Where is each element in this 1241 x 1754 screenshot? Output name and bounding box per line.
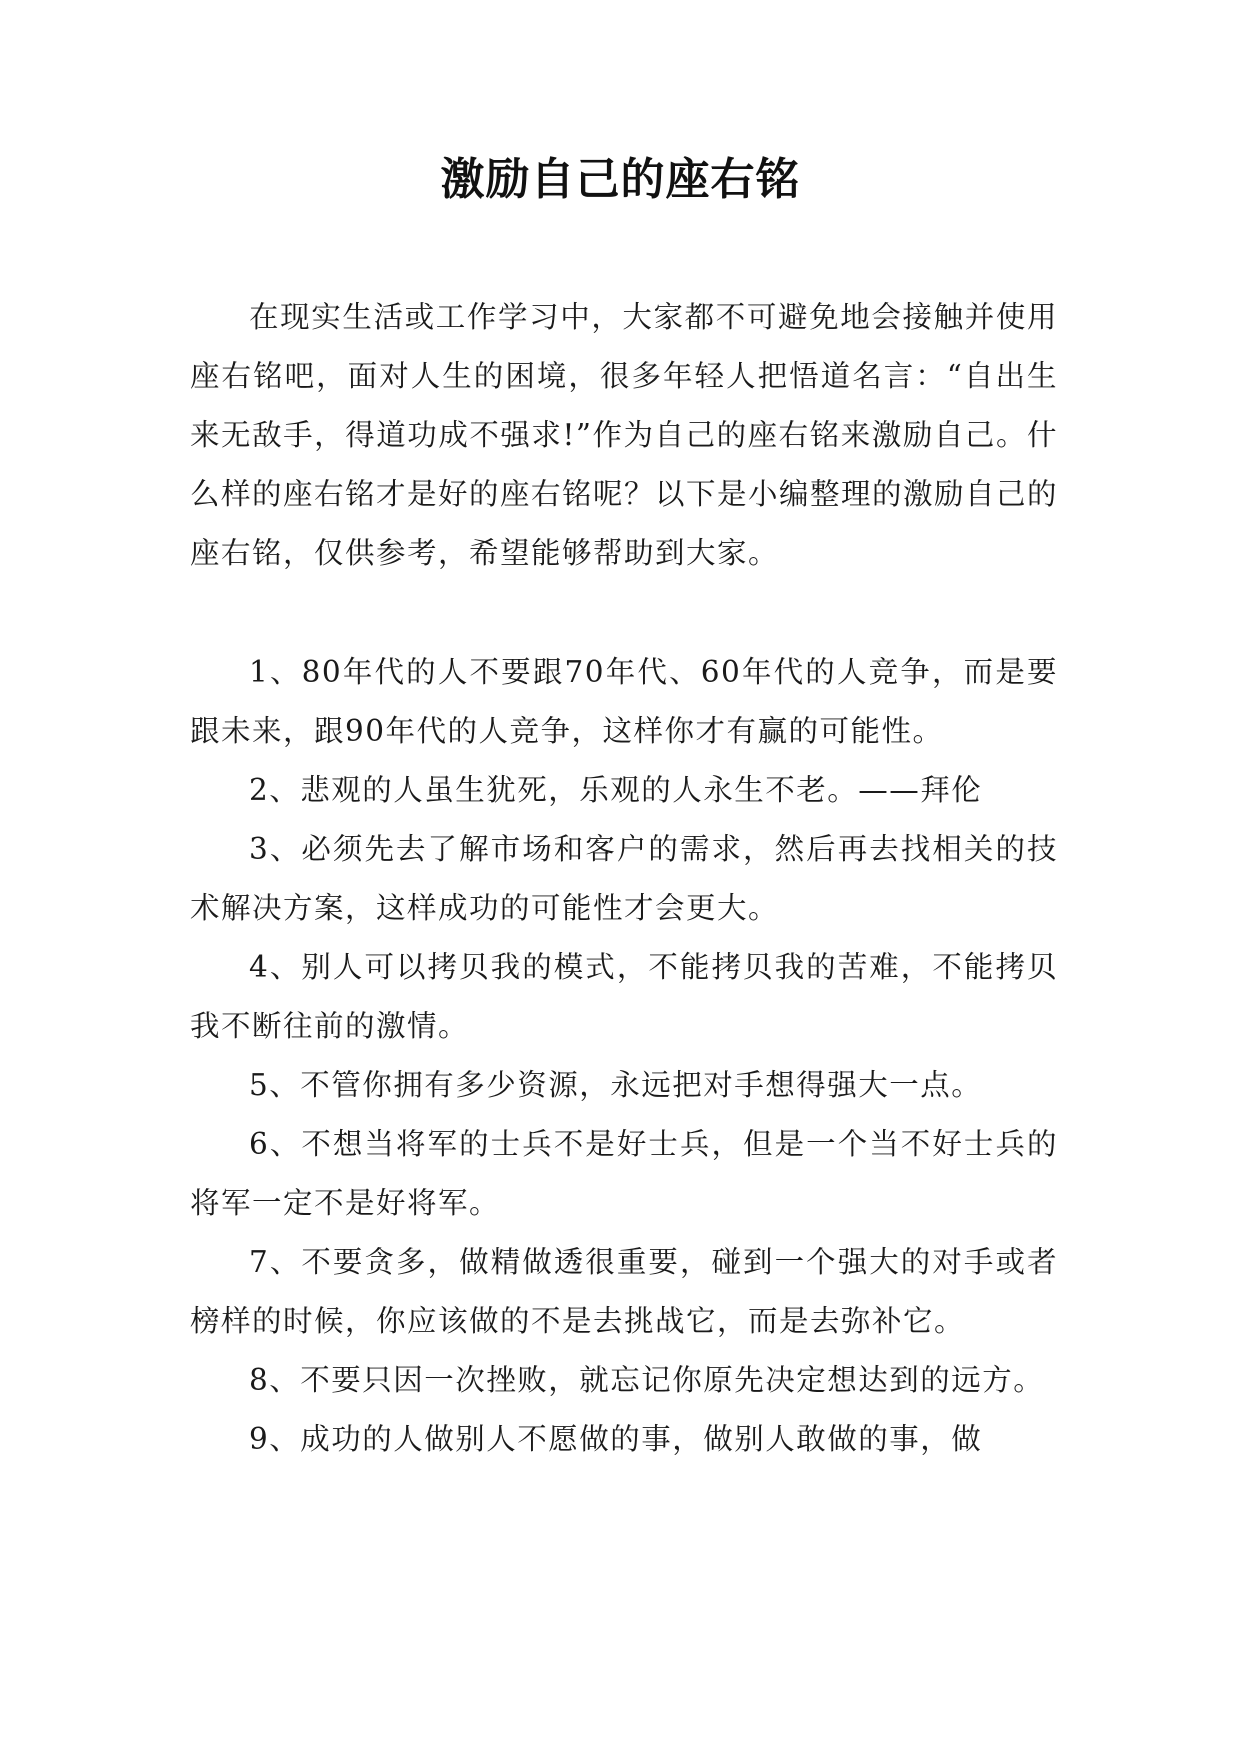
list-item: 6、不想当将军的士兵不是好士兵，但是一个当不好士兵的将军一定不是好将军。	[190, 1127, 1058, 1220]
document-title: 激励自己的座右铭	[440, 154, 801, 205]
list-item: 3、必须先去了解市场和客户的需求，然后再去找相关的技术解决方案，这样成功的可能性才会更大。	[190, 832, 1058, 925]
list-item: 2、悲观的人虽生犹死，乐观的人永生不老。——拜伦	[249, 773, 983, 807]
list-item: 9、成功的人做别人不愿做的事，做别人敢做的事，做	[249, 1422, 983, 1456]
list-item: 4、别人可以拷贝我的模式，不能拷贝我的苦难，不能拷贝我不断往前的激情。	[190, 950, 1058, 1043]
list-item: 7、不要贪多，做精做透很重要，碰到一个强大的对手或者榜样的时候，你应该做的不是去挑战它，而是去弥补它。	[190, 1245, 1058, 1338]
list-item: 8、不要只因一次挫败，就忘记你原先决定想达到的远方。	[249, 1363, 1045, 1397]
list-item: 5、不管你拥有多少资源，永远把对手想得强大一点。	[249, 1068, 983, 1102]
document-body	[190, 288, 1058, 1469]
motto-list	[190, 643, 1058, 1469]
intro-paragraph: 在现实生活或工作学习中，大家都不可避免地会接触并使用座右铭吧，面对人生的困境，很多年轻人把悟道名言：“自出生来无敌手，得道功成不强求!”作为自己的座右铭来激励自己。什么样的座右铭才是好的座右铭呢？以下是小编整理的激励自己的座右铭，仅供参考，希望能够帮助到大家。	[190, 300, 1059, 570]
list-item: 1、80年代的人不要跟70年代、60年代的人竞争，而是要跟未来，跟90年代的人竞争，这样你才有赢的可能性。	[190, 655, 1058, 748]
